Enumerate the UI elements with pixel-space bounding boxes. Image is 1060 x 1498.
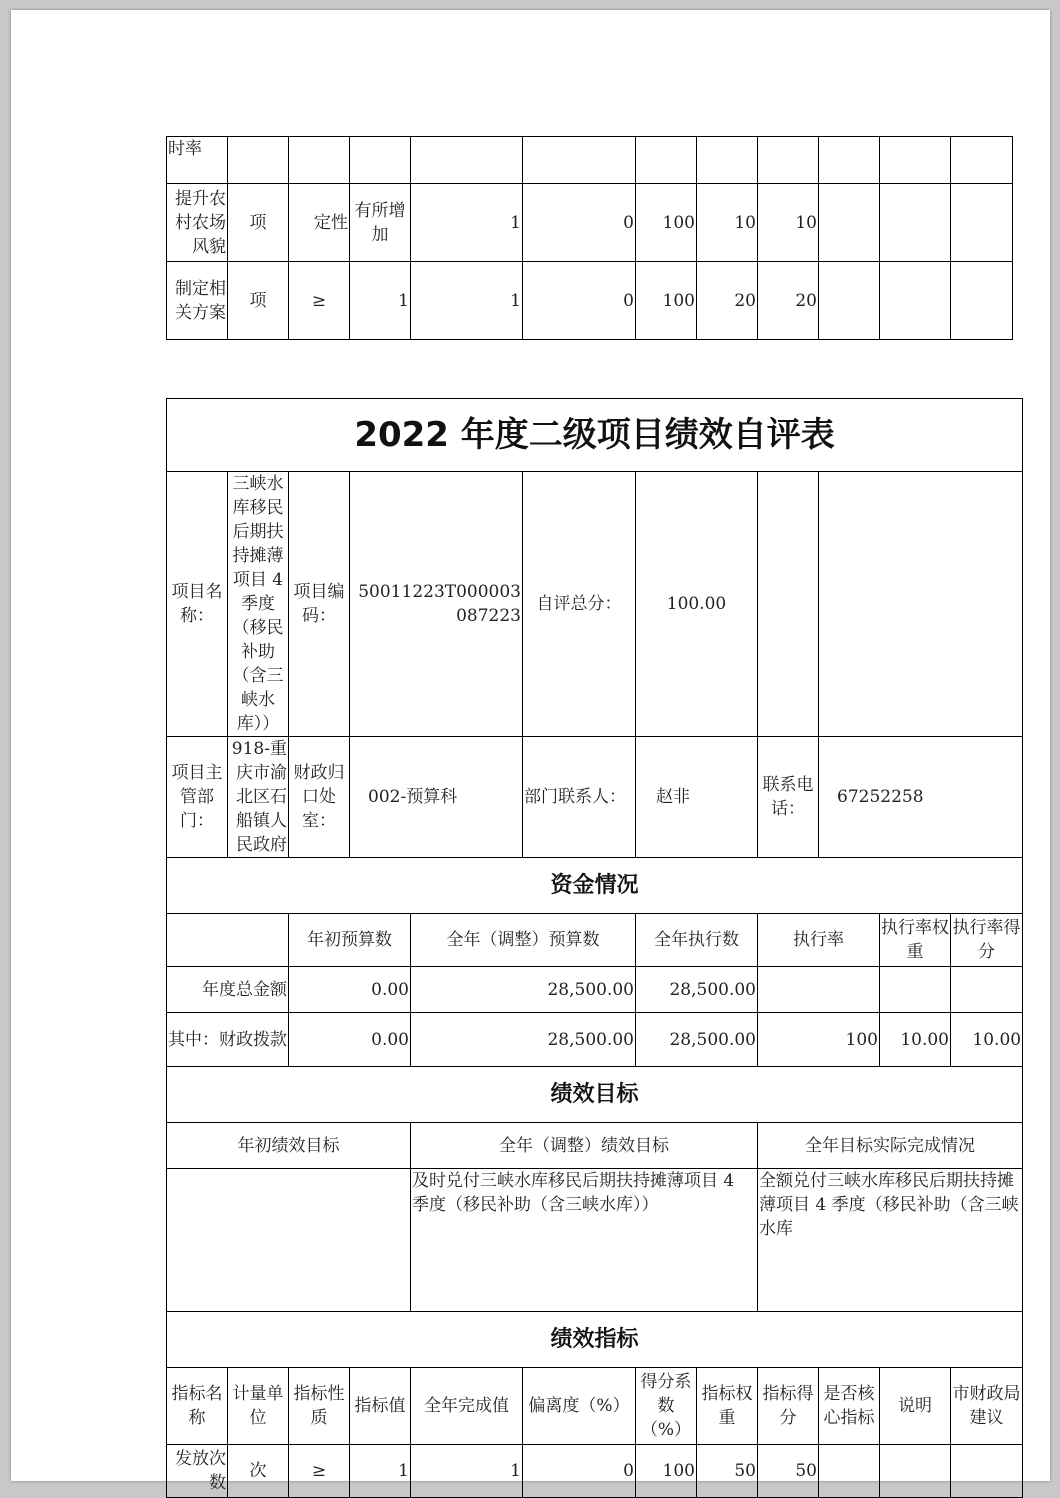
indicators-header-actual: 全年完成值 <box>411 1368 523 1445</box>
indicators-header-weight: 指标权重 <box>697 1368 758 1445</box>
goals-section-row <box>167 1067 1023 1123</box>
funds-header-initial: 年初预算数 <box>289 914 411 967</box>
self-score-label: 自评总分： <box>523 472 636 737</box>
project-info-row <box>167 472 1023 737</box>
indicator-advice <box>951 184 1013 262</box>
phone: 67252258 <box>819 737 1023 858</box>
indicator-advice <box>951 262 1013 340</box>
indicator-actual: 1 <box>411 184 523 262</box>
goal-actual: 全额兑付三峡水库移民后期扶持摊薄项目 4 季度（移民补助（含三峡水库 <box>758 1169 1023 1312</box>
table-row <box>167 137 1013 184</box>
indicators-header-advice: 市财政局建议 <box>951 1368 1023 1445</box>
indicator-note <box>880 262 951 340</box>
indicator-coef: 100 <box>636 1445 697 1498</box>
funds-initial: 0.00 <box>289 1013 411 1067</box>
goals-header-initial: 年初绩效目标 <box>167 1123 411 1169</box>
funds-row-label: 年度总金额 <box>167 967 289 1013</box>
cell <box>951 137 1013 184</box>
indicators-section-title: 绩效指标 <box>167 1312 1023 1368</box>
cell <box>289 137 350 184</box>
funds-rate-score <box>951 967 1023 1013</box>
finance-office: 002-预算科 <box>350 737 523 858</box>
top-indicator-table <box>166 136 1013 340</box>
funds-row <box>167 1013 1023 1067</box>
indicator-actual: 1 <box>411 262 523 340</box>
indicator-deviation: 0 <box>523 1445 636 1498</box>
funds-initial: 0.00 <box>289 967 411 1013</box>
indicators-header-coef: 得分系数（%） <box>636 1368 697 1445</box>
indicator-deviation: 0 <box>523 184 636 262</box>
cell <box>228 137 289 184</box>
goals-section-title: 绩效目标 <box>167 1067 1023 1123</box>
funds-header-executed: 全年执行数 <box>636 914 758 967</box>
form-title: 2022 年度二级项目绩效自评表 <box>167 399 1023 472</box>
indicator-name: 时率 <box>167 137 228 184</box>
goals-header-adjusted: 全年（调整）绩效目标 <box>411 1123 758 1169</box>
funds-executed: 28,500.00 <box>636 967 758 1013</box>
indicator-coef: 100 <box>636 262 697 340</box>
dept: 918-重庆市渝北区石船镇人民政府 <box>228 737 289 858</box>
funds-header-rate-score: 执行率得分 <box>951 914 1023 967</box>
project-code: 50011223T000003087223 <box>350 472 523 737</box>
funds-row <box>167 967 1023 1013</box>
title-row <box>167 399 1023 472</box>
indicator-target: 有所增加 <box>350 184 411 262</box>
table-row <box>167 262 1013 340</box>
funds-rate-score: 10.00 <box>951 1013 1023 1067</box>
table-row <box>167 1445 1023 1498</box>
indicator-unit: 次 <box>228 1445 289 1498</box>
department-info-row <box>167 737 1023 858</box>
indicators-header-nature: 指标性质 <box>289 1368 350 1445</box>
indicators-header-unit: 计量单位 <box>228 1368 289 1445</box>
funds-header-adjusted: 全年（调整）预算数 <box>411 914 636 967</box>
indicator-score: 20 <box>758 262 819 340</box>
indicator-weight: 10 <box>697 184 758 262</box>
funds-adjusted: 28,500.00 <box>411 1013 636 1067</box>
funds-row-label: 其中：财政拨款 <box>167 1013 289 1067</box>
project-name-label: 项目名称： <box>167 472 228 737</box>
cell <box>758 472 819 737</box>
indicator-target: 1 <box>350 262 411 340</box>
funds-executed: 28,500.00 <box>636 1013 758 1067</box>
table-row <box>167 184 1013 262</box>
cell <box>819 137 880 184</box>
indicator-nature: ≥ <box>289 262 350 340</box>
funds-section-title: 资金情况 <box>167 858 1023 914</box>
indicators-header-target: 指标值 <box>350 1368 411 1445</box>
funds-rate-weight <box>880 967 951 1013</box>
indicator-name: 制定相关方案 <box>167 262 228 340</box>
goals-header-actual: 全年目标实际完成情况 <box>758 1123 1023 1169</box>
contact-label: 部门联系人： <box>523 737 636 858</box>
cell <box>880 137 951 184</box>
indicator-score: 10 <box>758 184 819 262</box>
indicator-nature: 定性 <box>289 184 350 262</box>
cell <box>758 137 819 184</box>
funds-rate <box>758 967 880 1013</box>
cell <box>167 914 289 967</box>
indicator-advice <box>951 1445 1023 1498</box>
funds-rate: 100 <box>758 1013 880 1067</box>
indicator-name: 提升农村农场风貌 <box>167 184 228 262</box>
indicator-actual: 1 <box>411 1445 523 1498</box>
indicators-header-row <box>167 1368 1023 1445</box>
cell <box>411 137 523 184</box>
indicator-note <box>880 1445 951 1498</box>
funds-rate-weight: 10.00 <box>880 1013 951 1067</box>
indicator-unit: 项 <box>228 262 289 340</box>
contact: 赵非 <box>636 737 758 858</box>
funds-header-row <box>167 914 1023 967</box>
cell <box>697 137 758 184</box>
phone-label: 联系电话： <box>758 737 819 858</box>
indicator-core <box>819 262 880 340</box>
cell <box>819 472 1023 737</box>
indicator-weight: 50 <box>697 1445 758 1498</box>
indicators-header-score: 指标得分 <box>758 1368 819 1445</box>
project-name: 三峡水库移民后期扶持摊薄项目 4 季度（移民补助（含三峡水库）） <box>228 472 289 737</box>
funds-section-row <box>167 858 1023 914</box>
indicator-target: 1 <box>350 1445 411 1498</box>
self-score: 100.00 <box>636 472 758 737</box>
indicator-name: 发放次数 <box>167 1445 228 1498</box>
indicators-section-row <box>167 1312 1023 1368</box>
dept-label: 项目主管部门： <box>167 737 228 858</box>
indicators-header-name: 指标名称 <box>167 1368 228 1445</box>
funds-header-rate: 执行率 <box>758 914 880 967</box>
indicator-unit: 项 <box>228 184 289 262</box>
indicators-header-deviation: 偏离度（%） <box>523 1368 636 1445</box>
funds-adjusted: 28,500.00 <box>411 967 636 1013</box>
indicator-score: 50 <box>758 1445 819 1498</box>
self-evaluation-form <box>166 398 1023 1498</box>
indicator-deviation: 0 <box>523 262 636 340</box>
indicator-coef: 100 <box>636 184 697 262</box>
project-code-label: 项目编码： <box>289 472 350 737</box>
goal-initial <box>167 1169 411 1312</box>
cell <box>636 137 697 184</box>
finance-office-label: 财政归口处室： <box>289 737 350 858</box>
indicator-weight: 20 <box>697 262 758 340</box>
goal-adjusted: 及时兑付三峡水库移民后期扶持摊薄项目 4 季度（移民补助（含三峡水库）） <box>411 1169 758 1312</box>
indicator-core <box>819 1445 880 1498</box>
cell <box>523 137 636 184</box>
funds-header-rate-weight: 执行率权重 <box>880 914 951 967</box>
indicator-nature: ≥ <box>289 1445 350 1498</box>
indicator-note <box>880 184 951 262</box>
indicator-core <box>819 184 880 262</box>
indicators-header-note: 说明 <box>880 1368 951 1445</box>
goals-row <box>167 1169 1023 1312</box>
indicators-header-core: 是否核心指标 <box>819 1368 880 1445</box>
cell <box>350 137 411 184</box>
goals-header-row <box>167 1123 1023 1169</box>
